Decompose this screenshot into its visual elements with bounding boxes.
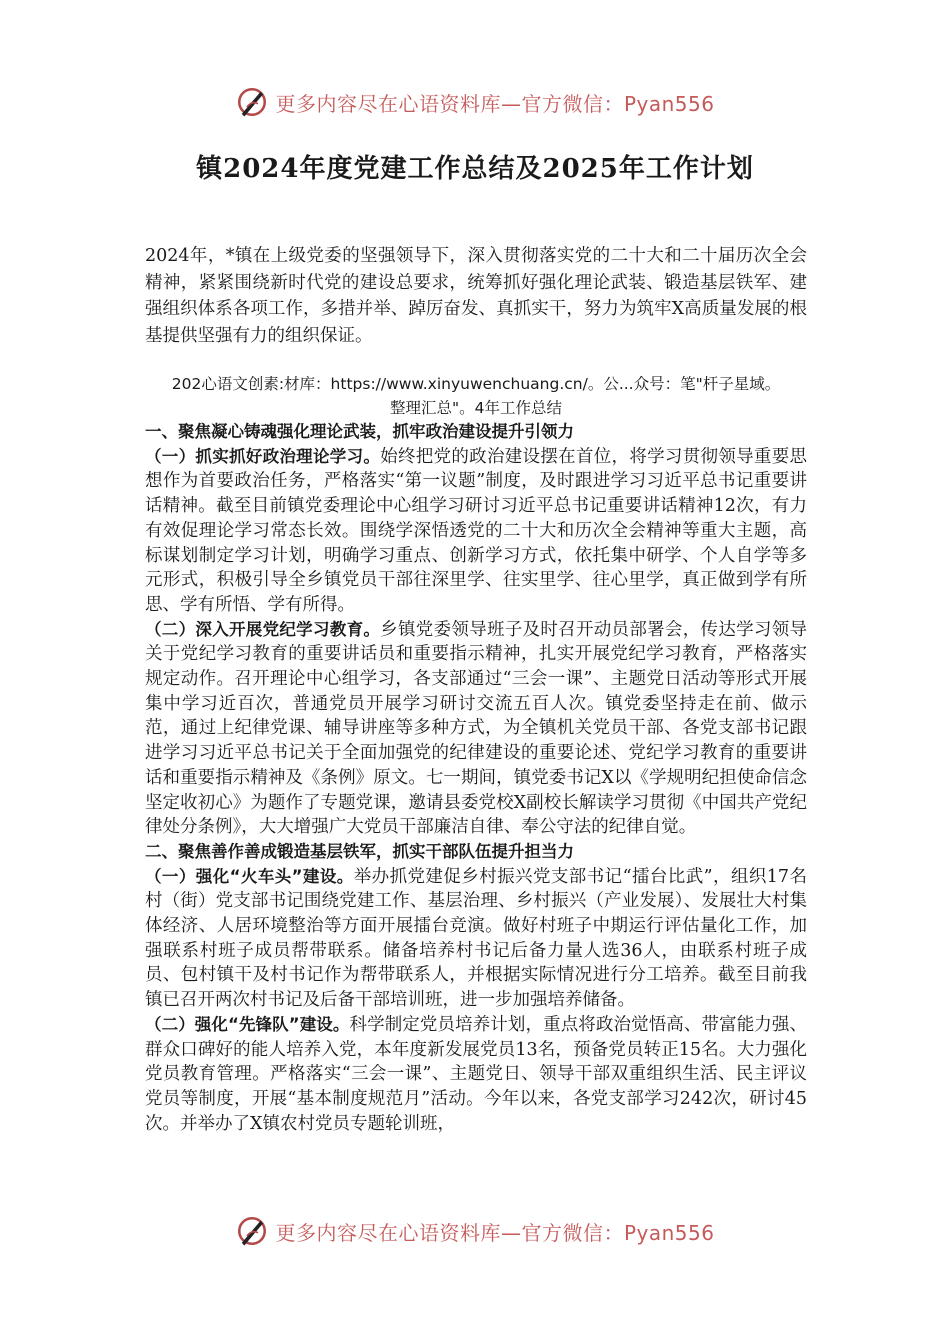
paragraph-lead: （一）抓实抓好政治理论学习。 [145, 446, 381, 466]
document-title: 镇2024年度党建工作总结及2025年工作计划 [196, 154, 754, 184]
section-1-paragraph-1 [145, 445, 807, 618]
ad-line-1: 202心语文创素:材库：https://www.xinyuwenchuang.cn/。公...众号：笔"杆子星域。 [171, 375, 781, 393]
watermark-text: 更多内容尽在心语资料库—官方微信：Pyan556 [275, 91, 715, 116]
intro-section [145, 243, 807, 349]
section-2-paragraph-2 [145, 1013, 807, 1137]
watermark-banner-top [0, 80, 950, 124]
paragraph-lead: （二）深入开展党纪学习教育。 [145, 619, 381, 639]
section-1-paragraph-2 [145, 618, 807, 840]
section-2-paragraph-1 [145, 865, 807, 1013]
paragraph-text: 始终把党的政治建设摆在首位，将学习贯彻领导重要思想作为首要政治任务，严格落实“第一议题”制度，及时跟进学习习近平总书记重要讲话精神。截至目前镇党委理论中心组学习研讨习近平总书记重要讲话精神12次，有力有效促理论学习常态长效。围绕学深悟透党的二十大和历次全会精神等重大主题，高标谋划制定学习计划，明确学习重点、创新学习方式，依托集中研学、个人自学等多元形式，积极引导全乡镇党员干部往深里学、往实里学、往心里学，真正做到学有所思、学有所悟、学有所得。 [145, 446, 808, 615]
paragraph-lead: （一）强化“火车头”建设。 [145, 866, 354, 886]
ad-notice [145, 372, 807, 420]
document-body [145, 420, 807, 1136]
paragraph-text: 举办抓党建促乡村振兴党支部书记“擂台比武”，组织17名村（街）党支部书记围绕党建工作、基层治理、乡村振兴（产业发展）、发展壮大村集体经济、人居环境整治等方面开展擂台竞演。做好村班子中期运行评估量化工作，加强联系村班子成员帮带联系。储备培养村书记后备力量人选36人，由联系村班子成员、包村镇干及村书记作为帮带联系人，并根据实际情况进行分工培养。截至目前我镇已召开两次村书记及后备干部培训班，进一步加强培养储备。 [145, 866, 807, 1011]
intro-paragraph: 2024年，*镇在上级党委的坚强领导下，深入贯彻落实党的二十大和二十届历次全会精神，紧紧围绕新时代党的建设总要求，统筹抓好强化理论武装、锻造基层铁军、建强组织体系各项工作，多措并举、踔厉奋发、真抓实干，努力为筑牢X高质量发展的根基提供坚强有力的组织保证。 [145, 246, 807, 346]
pen-logo-icon [235, 85, 269, 119]
section-2-heading: 二、聚焦善作善成锻造基层铁军，抓实干部队伍提升担当力 [145, 841, 574, 861]
paragraph-text: 乡镇党委领导班子及时召开动员部署会，传达学习领导关于党纪学习教育的重要讲话员和重要指示精神，扎实开展党纪学习教育，严格落实规定动作。召开理论中心组学习，各支部通过“三会一课”、主题党日活动等形式开展集中学习近百次，普通党员开展学习研讨交流五百人次。镇党委坚持走在前、做示范，通过上纪律党课、辅导讲座等多种方式，为全镇机关党员干部、各党支部书记跟进学习习近平总书记关于全面加强党的纪律建设的重要论述、党纪学习教育的重要讲话和重要指示精神及《条例》原文。七一期间，镇党委书记X以《学规明纪担使命信念坚定收初心》为题作了专题党课，邀请县委党校X副校长解读学习贯彻《中国共产党纪律处分条例》，大大增强广大党员干部廉洁自律、奉公守法的纪律自觉。 [145, 619, 808, 838]
paragraph-lead: （二）强化“先锋队”建设。 [145, 1014, 350, 1034]
paragraph-text: 科学制定党员培养计划，重点将政治觉悟高、带富能力强、群众口碑好的能人培养入党，本年度新发展党员13名，预备党员转正15名。大力强化党员教育管理。严格落实“三会一课”、主题党日、领导干部双重组织生活、民主评议党员等制度，开展“基本制度规范月”活动。今年以来，各党支部学习242次，研讨45次。并举办了X镇农村党员专题轮训班， [145, 1014, 807, 1134]
section-1-heading: 一、聚焦凝心铸魂强化理论武装，抓牢政治建设提升引领力 [145, 422, 574, 441]
watermark-text: 更多内容尽在心语资料库—官方微信：Pyan556 [275, 1220, 715, 1245]
pen-logo-icon [235, 1214, 269, 1248]
ad-line-2: 整理汇总"。4年工作总结 [390, 399, 562, 417]
watermark-banner-bottom [0, 1209, 950, 1253]
